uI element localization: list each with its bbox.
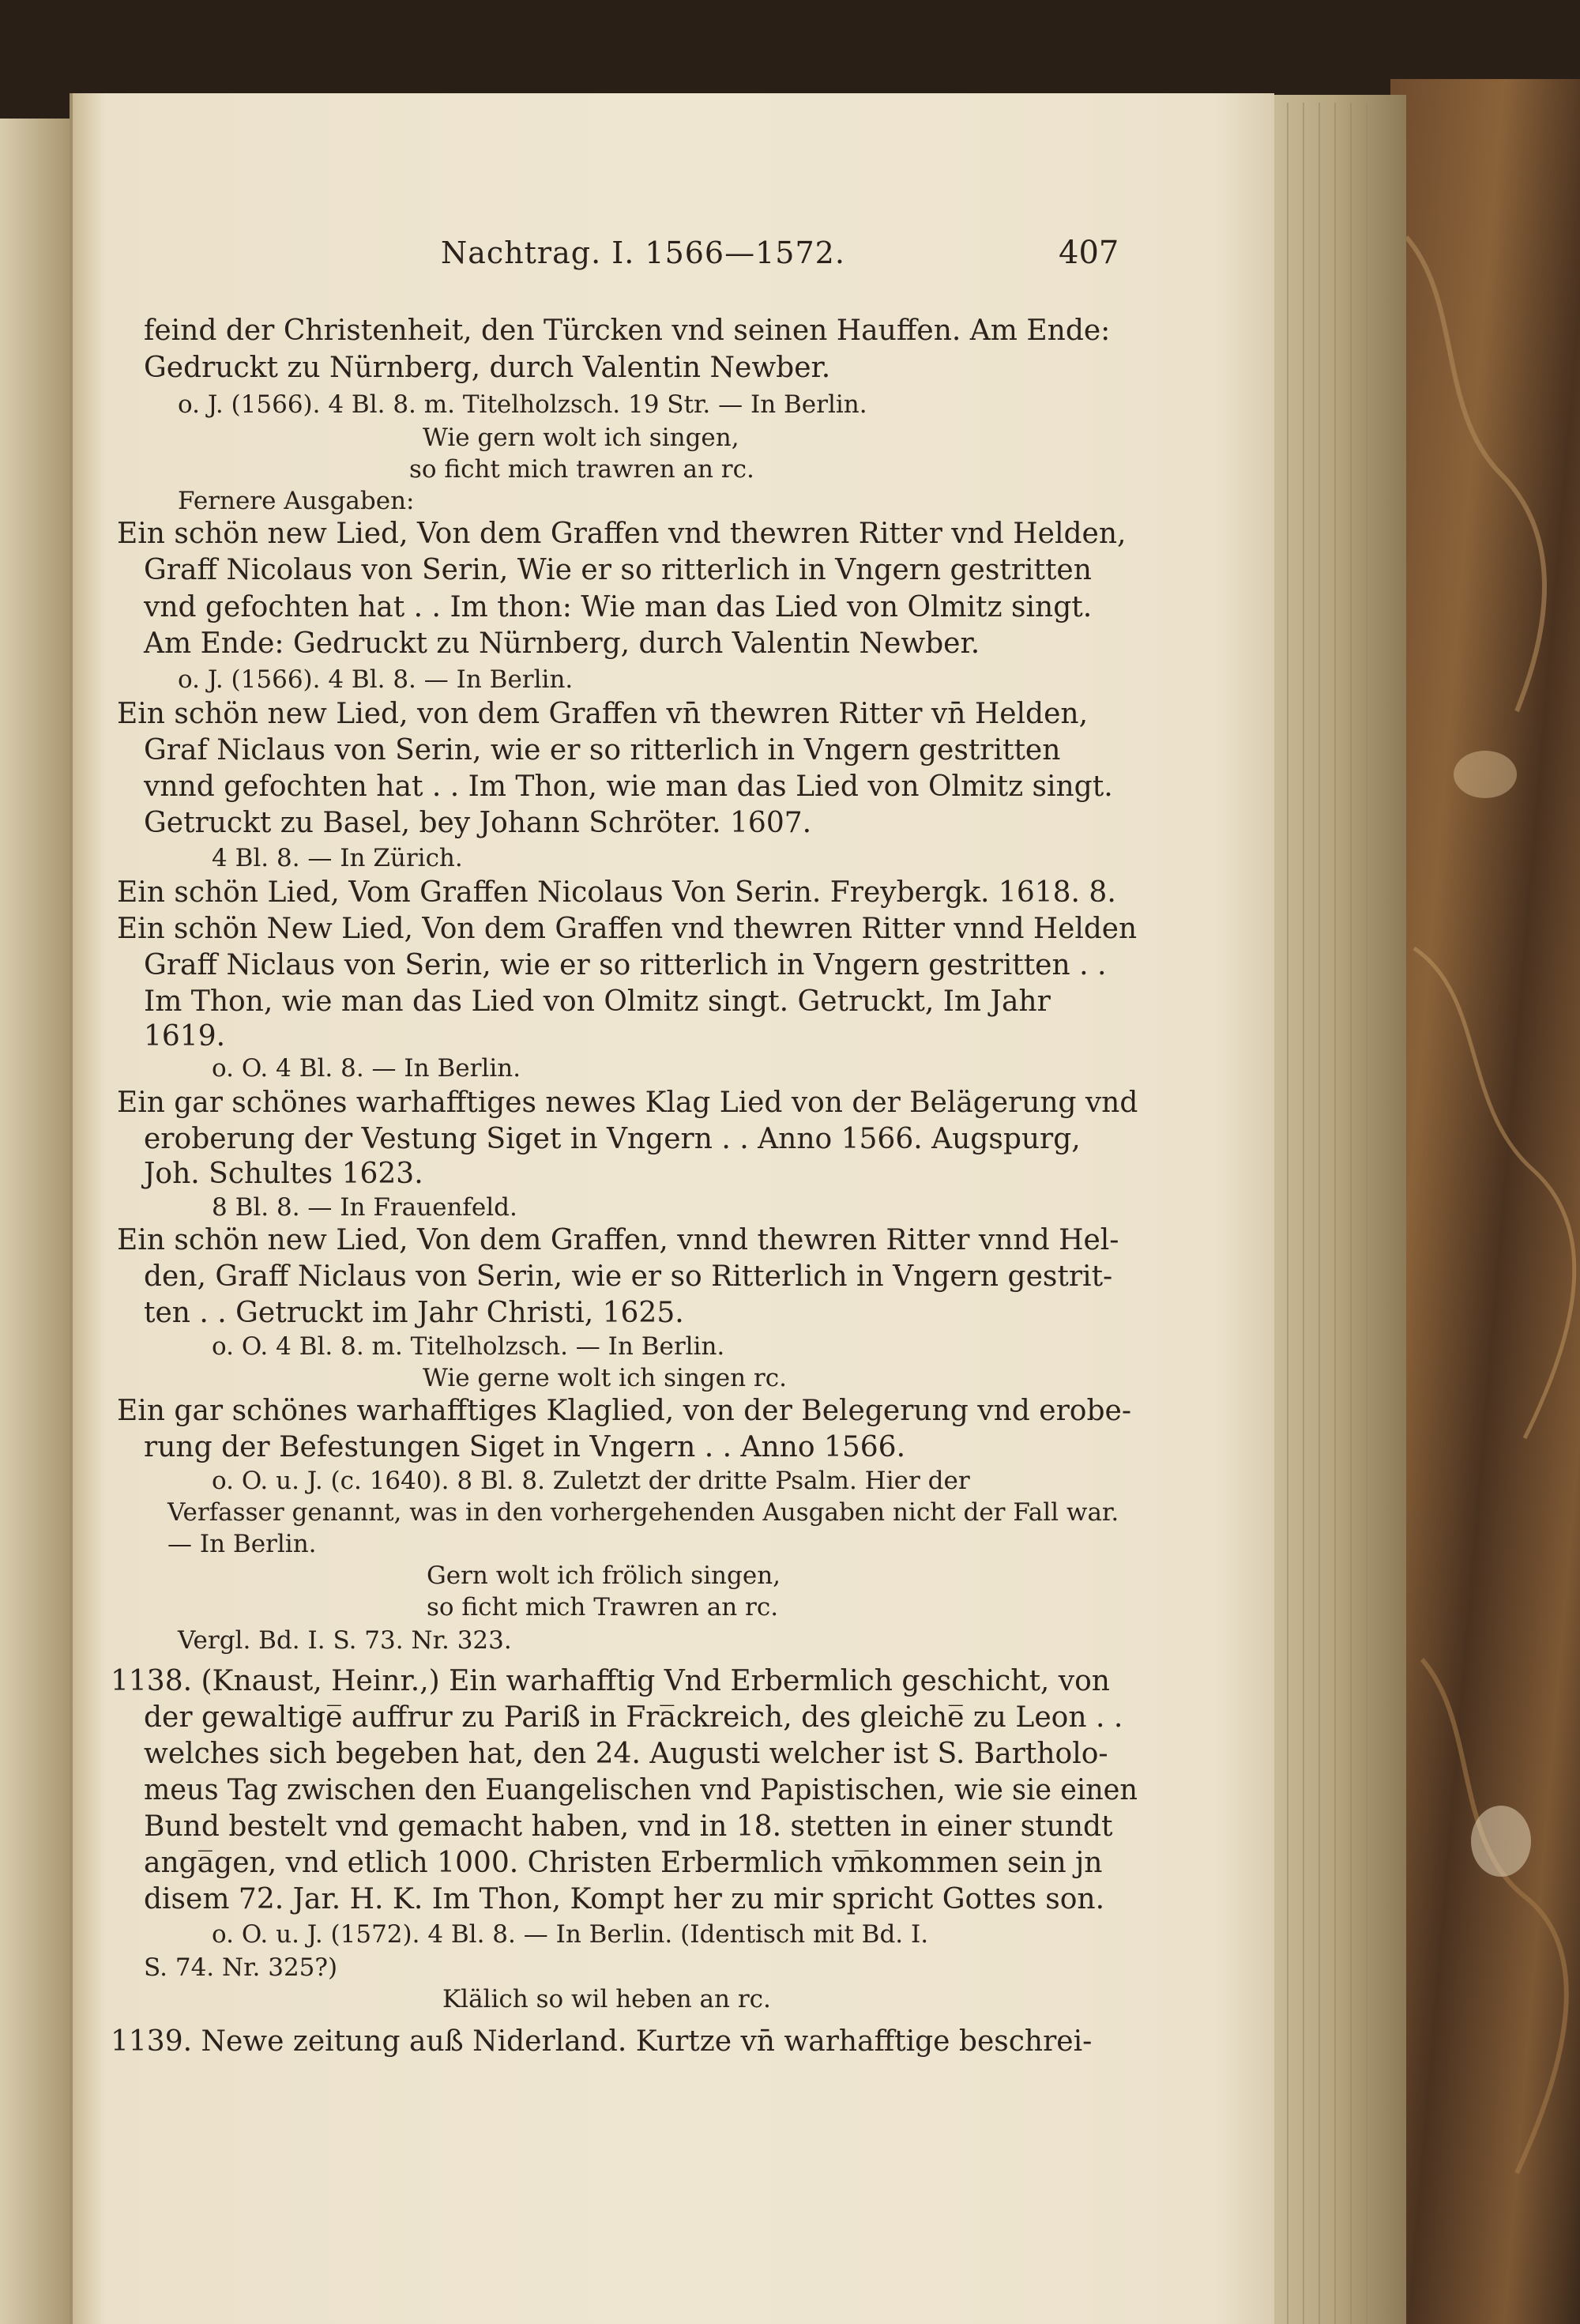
- text-line: Klälich so wil heben an rc.: [442, 1985, 771, 2013]
- text-line: vnnd gefochten hat . . Im Thon, wie man das Lied von Olmitz singt.: [144, 770, 1113, 803]
- text-line: 8 Bl. 8. — In Frauenfeld.: [212, 1193, 517, 1222]
- text-line: rung der Befestungen Siget in Vngern . . Anno 1566.: [144, 1431, 906, 1463]
- text-line: ten . . Getruckt im Jahr Christi, 1625.: [144, 1297, 684, 1329]
- text-line: meus Tag zwischen den Euangelischen vnd Papistischen, wie sie einen: [144, 1774, 1138, 1806]
- marbled-cover: [1390, 79, 1580, 2324]
- marble-spot: [1471, 1806, 1531, 1877]
- text-line: o. J. (1566). 4 Bl. 8. — In Berlin.: [178, 665, 574, 694]
- text-line: vnd gefochten hat . . Im thon: Wie man das Lied von Olmitz singt.: [144, 591, 1093, 623]
- text-line: der gewaltige̅ auffrur zu Pariß in Fra̅ckreich, des gleiche̅ zu Leon . .: [144, 1701, 1123, 1734]
- text-line: o. J. (1566). 4 Bl. 8. m. Titelholzsch. 19 Str. — In Berlin.: [178, 390, 867, 419]
- page-edges: [1256, 95, 1406, 2324]
- text-line: Ein schön new Lied, Von dem Graffen, vnnd thewren Ritter vnnd Hel-: [117, 1224, 1119, 1256]
- text-line: o. O. 4 Bl. 8. — In Berlin.: [212, 1054, 521, 1083]
- text-line: Graff Niclaus von Serin, wie er so ritterlich in Vngern gestritten . .: [144, 949, 1107, 981]
- text-line: Im Thon, wie man das Lied von Olmitz singt. Getruckt, Im Jahr: [144, 985, 1051, 1018]
- text-line: feind der Christenheit, den Türcken vnd seinen Hauffen. Am Ende:: [144, 315, 1111, 347]
- text-line: Ein schön new Lied, Von dem Graffen vnd thewren Ritter vnd Helden,: [117, 518, 1127, 550]
- text-line: Wie gerne wolt ich singen rc.: [423, 1364, 787, 1392]
- text-line: Verfasser genannt, was in den vorhergehenden Ausgaben nicht der Fall war.: [167, 1498, 1119, 1527]
- page-number: 407: [1059, 235, 1119, 271]
- text-line: Joh. Schultes 1623.: [144, 1158, 423, 1190]
- text-line: disem 72. Jar. H. K. Im Thon, Kompt her zu mir spricht Gottes son.: [144, 1883, 1105, 1915]
- text-line: Ein schön new Lied, von dem Graffen vn̄ thewren Ritter vn̄ Helden,: [117, 698, 1089, 730]
- text-line: anga̅gen, vnd etlich 1000. Christen Erbermlich vm̅kommen sein jn: [144, 1847, 1103, 1879]
- text-line: Ein schön New Lied, Von dem Graffen vnd thewren Ritter vnnd Helden: [117, 913, 1138, 945]
- text-line: so ficht mich Trawren an rc.: [427, 1593, 779, 1622]
- text-line: Vergl. Bd. I. S. 73. Nr. 323.: [178, 1626, 512, 1655]
- text-line: Getruckt zu Basel, bey Johann Schröter. 1607.: [144, 807, 812, 839]
- text-line: Bund bestelt vnd gemacht haben, vnd in 18. stetten in einer stundt: [144, 1810, 1113, 1843]
- running-title: Nachtrag. I. 1566—1572.: [441, 235, 845, 270]
- text-line: 4 Bl. 8. — In Zürich.: [212, 844, 463, 872]
- text-line: Wie gern wolt ich singen,: [423, 424, 739, 452]
- text-line: o. O. u. J. (c. 1640). 8 Bl. 8. Zuletzt der dritte Psalm. Hier der: [212, 1467, 970, 1495]
- text-line: Graff Nicolaus von Serin, Wie er so ritterlich in Vngern gestritten: [144, 554, 1092, 586]
- text-line: so ficht mich trawren an rc.: [409, 455, 754, 484]
- text-line: Gern wolt ich frölich singen,: [427, 1561, 781, 1590]
- text-line: eroberung der Vestung Siget in Vngern . . Anno 1566. Augspurg,: [144, 1123, 1081, 1155]
- text-line: 1138. (Knaust, Heinr.,) Ein warhafftig Vnd Erbermlich geschicht, von: [111, 1665, 1110, 1697]
- text-line: Ein gar schönes warhafftiges newes Klag Lied von der Belägerung vnd: [117, 1087, 1138, 1119]
- text-line: den, Graff Niclaus von Serin, wie er so Ritterlich in Vngern gestrit-: [144, 1260, 1113, 1293]
- text-line: Am Ende: Gedruckt zu Nürnberg, durch Valentin Newber.: [144, 627, 980, 660]
- text-line: Fernere Ausgaben:: [178, 487, 415, 515]
- left-page: [0, 119, 71, 2324]
- text-line: welches sich begeben hat, den 24. Augusti welcher ist S. Bartholo-: [144, 1738, 1108, 1770]
- text-line: Ein gar schönes warhafftiges Klaglied, von der Belegerung vnd erobe-: [117, 1395, 1131, 1427]
- text-line: o. O. 4 Bl. 8. m. Titelholzsch. — In Berlin.: [212, 1332, 725, 1361]
- text-line: Gedruckt zu Nürnberg, durch Valentin Newber.: [144, 352, 831, 384]
- text-line: Graf Niclaus von Serin, wie er so ritterlich in Vngern gestritten: [144, 734, 1061, 767]
- text-line: — In Berlin.: [167, 1530, 317, 1558]
- text-line: 1619.: [144, 1020, 226, 1053]
- marble-spot: [1454, 751, 1517, 798]
- text-line: o. O. u. J. (1572). 4 Bl. 8. — In Berlin. (Identisch mit Bd. I.: [212, 1920, 929, 1949]
- text-line: 1139. Newe zeitung auß Niderland. Kurtze vn̄ warhafftige beschrei-: [111, 2025, 1093, 2058]
- text-line: Ein schön Lied, Vom Graffen Nicolaus Von Serin. Freybergk. 1618. 8.: [117, 876, 1116, 909]
- text-line: S. 74. Nr. 325?): [144, 1953, 338, 1982]
